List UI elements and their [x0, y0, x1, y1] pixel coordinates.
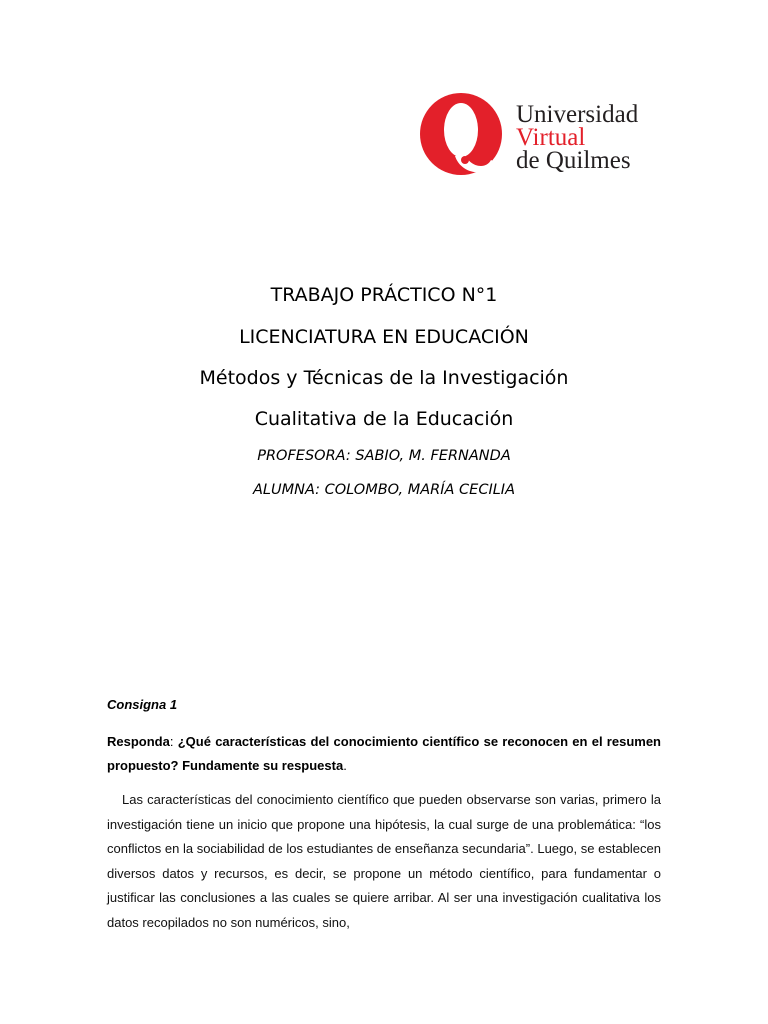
title-line-2: LICENCIATURA EN EDUCACIÓN [239, 326, 529, 348]
question-label: Responda [107, 734, 170, 749]
answer-paragraph: Las características del conocimiento científico que pueden observarse son varias, primero la investigación tiene un inicio que propone una hipótesis, la cual surge de una problemática: “los conflictos en la sociabilidad de los estudiantes de enseñanza secundaria”. Luego, se establecen diversos datos y recursos, es decir, se propone un método científico, para fundamentar o justificar las conclusiones a las cuales se quiere arribar. Al ser una investigación cualitativa los datos recopilados no son numéricos, sino, [107, 792, 661, 930]
consigna-heading: Consigna 1 [107, 697, 178, 712]
question-paragraph [107, 730, 661, 778]
logo-line-2: Virtual [516, 124, 586, 151]
title-line-4: Cualitativa de la Educación [254, 408, 514, 430]
question-end: . [343, 758, 347, 773]
professor-line: PROFESORA: SABIO, M. FERNANDA [257, 448, 511, 464]
logo-line-3: de Quilmes [516, 147, 631, 174]
question-colon: : [169, 734, 174, 749]
logo-line-1: Universidad [516, 101, 639, 128]
university-logo [419, 88, 659, 186]
question-text: ¿Qué características del conocimiento científico se reconocen en el resumen propuesto? Fundamente su respuesta [107, 734, 661, 773]
title-line-1: TRABAJO PRÁCTICO N°1 [270, 284, 498, 306]
q-emblem-icon [419, 88, 519, 186]
student-line: ALUMNA: COLOMBO, MARÍA CECILIA [252, 482, 515, 498]
title-line-3: Métodos y Técnicas de la Investigación [199, 367, 569, 389]
logo-wordmark [516, 103, 638, 172]
